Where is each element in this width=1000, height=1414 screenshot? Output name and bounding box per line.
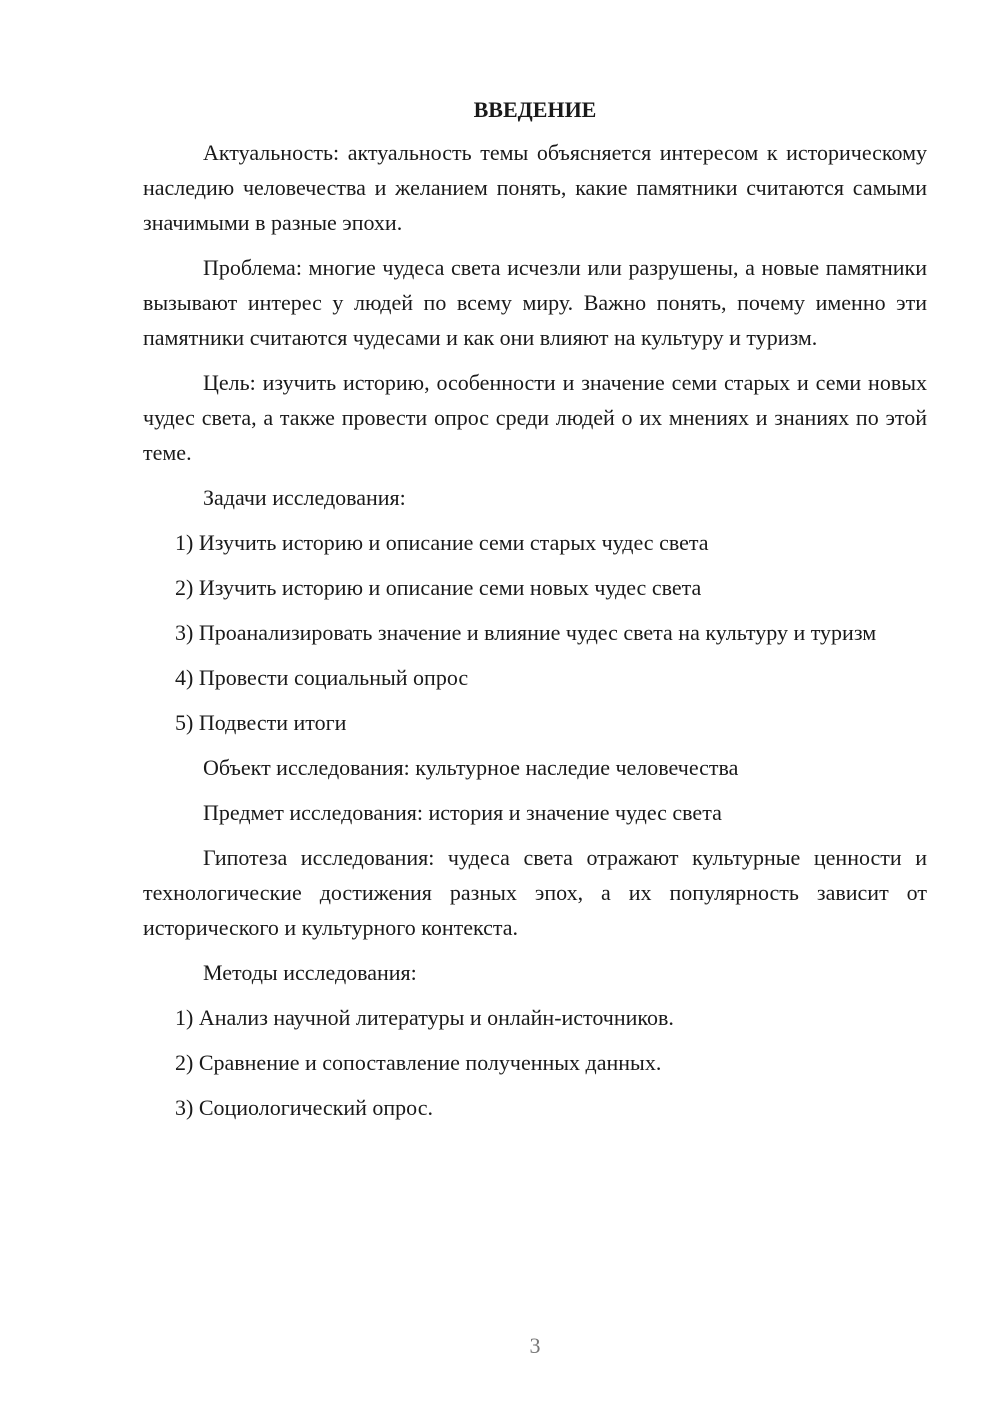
method-item-3: 3) Социологический опрос. [175,1095,433,1120]
relevance-paragraph: Актуальность: актуальность темы объясняется интересом к историческому наследию человечества и желанием понять, какие памятники считаются самыми значимыми в разные эпохи. [143,140,927,235]
hypothesis-paragraph: Гипотеза исследования: чудеса света отражают культурные ценности и технологические достижения разных эпох, а их популярность зависит от исторического и культурного контекста. [143,845,927,940]
task-item-4: 4) Провести социальный опрос [175,665,469,690]
page-number: 3 [529,1333,541,1358]
task-item-3: 3) Проанализировать значение и влияние чудес света на культуру и туризм [175,620,877,645]
methods-heading: Методы исследования: [203,960,417,985]
method-item-1: 1) Анализ научной литературы и онлайн-источников. [175,1005,674,1030]
task-item-2: 2) Изучить историю и описание семи новых чудес света [175,575,702,600]
method-item-2: 2) Сравнение и сопоставление полученных данных. [175,1050,662,1075]
subject-paragraph: Предмет исследования: история и значение чудес света [203,800,722,825]
section-title: ВВЕДЕНИЕ [473,97,597,122]
task-item-5: 5) Подвести итоги [175,710,347,735]
tasks-heading: Задачи исследования: [203,485,406,510]
goal-paragraph: Цель: изучить историю, особенности и значение семи старых и семи новых чудес света, а также провести опрос среди людей о их мнениях и знаниях по этой теме. [143,370,927,465]
page-content [143,92,927,1135]
object-paragraph: Объект исследования: культурное наследие человечества [203,755,739,780]
task-item-1: 1) Изучить историю и описание семи старых чудес света [175,530,709,555]
problem-paragraph: Проблема: многие чудеса света исчезли или разрушены, а новые памятники вызывают интерес у людей по всему миру. Важно понять, почему именно эти памятники считаются чудесами и как они влияют на культуру и туризм. [143,255,927,350]
